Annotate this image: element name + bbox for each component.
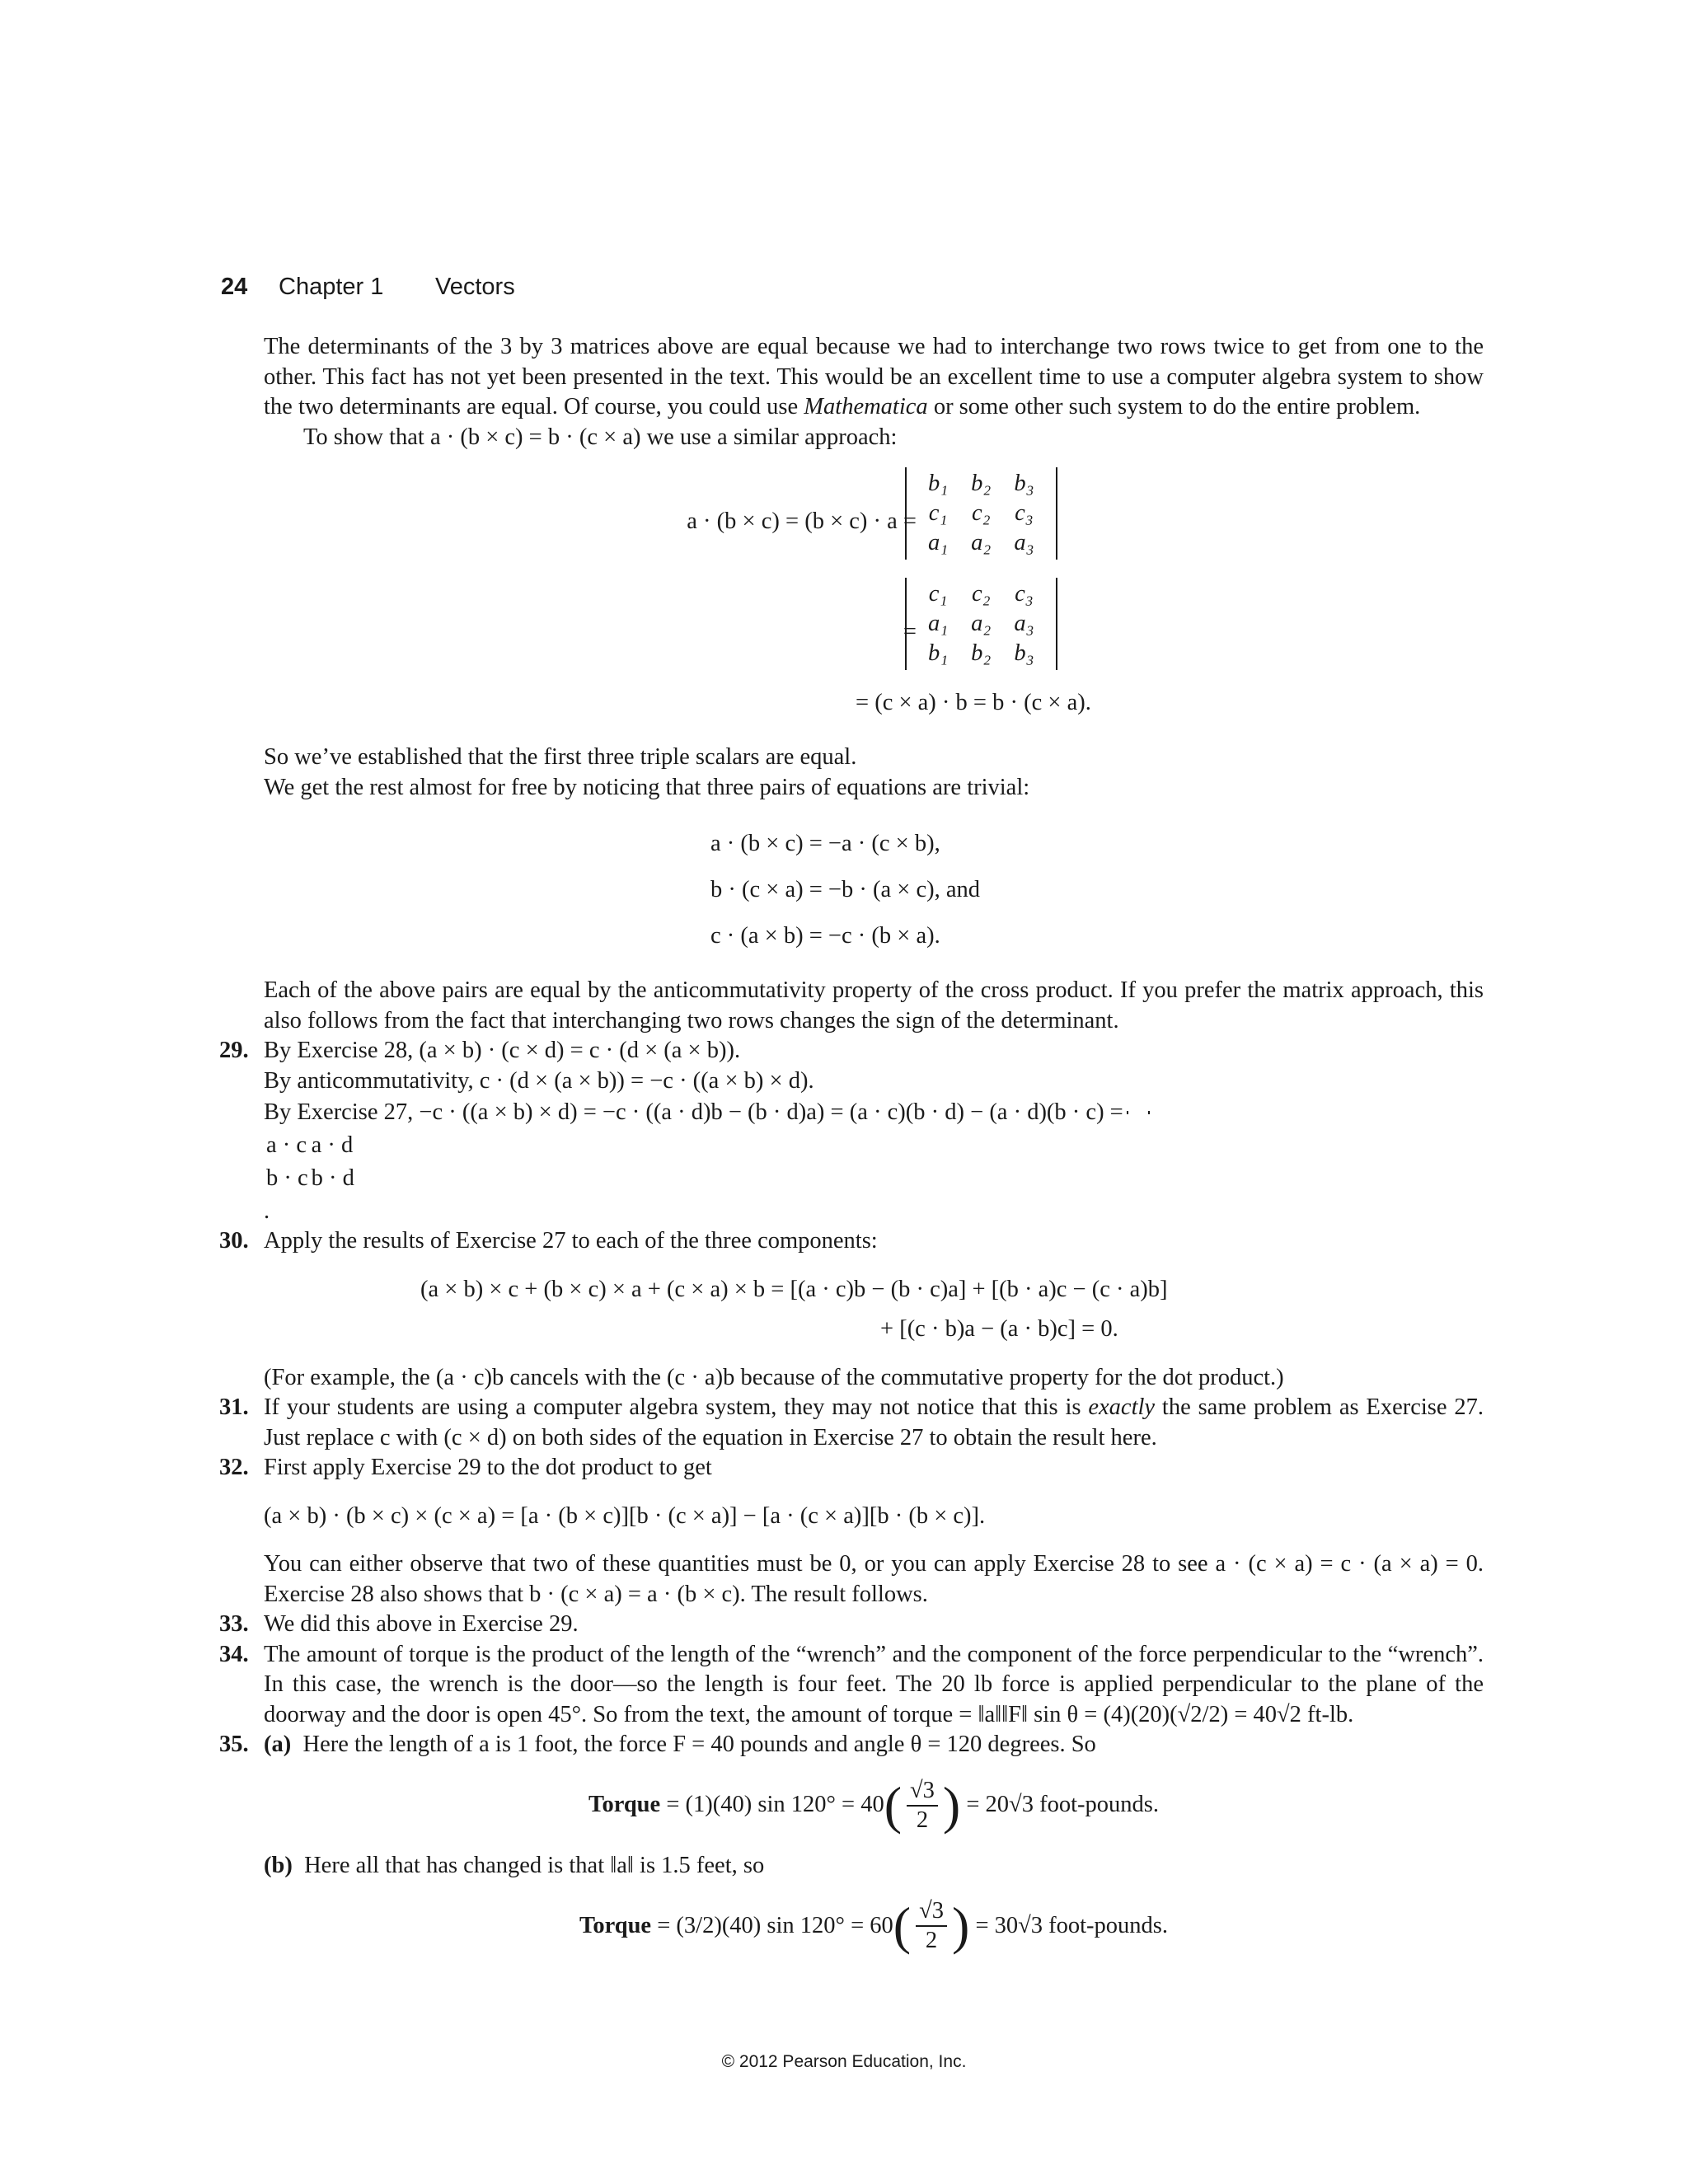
- copyright-footer: © 2012 Pearson Education, Inc.: [721, 2052, 967, 2071]
- equation-line: a · (b × c) = −a · (c × b),: [710, 831, 940, 856]
- paragraph-similar-approach: To show that a · (b × c) = b · (c × a) we use a similar approach:: [303, 424, 898, 450]
- exercise-31: 31. If your students are using a computer algebra system, they may not notice that this is exactly the same problem as Exercise 27. Just replace c with (c × d) on both sides of the equation in Exercise 27 to obtain the result here.: [219, 1394, 1484, 1451]
- exercise-30: 30. Apply the results of Exercise 27 to each of the three components: (a × b) × c + (b × c) × a + (c × a) × b = [(a · c)b − (b · c)a] + [(b · a)c − (c · a)b] + [(c · b)a − (a · b)c] = 0. (For example, the (a · c)b cancels with the (c · a)b because of the commutative property for the dot product.): [219, 1228, 1284, 1390]
- paragraph-determinants: The determinants of the 3 by 3 matrices above are equal because we had to interchange two rows twice to get from one to the other. This fact has not yet been presented in the text. This would be an excellent time to use a computer algebra system to show the two determinants are equal. Of course, you could use Mathematica or some other such system to do the entire problem.: [264, 334, 1484, 419]
- chapter-title: Vectors: [435, 274, 515, 300]
- determinant-row-2: [264, 578, 1484, 685]
- determinant-row-1: [264, 467, 1484, 574]
- exercise-number: 32.: [219, 1455, 249, 1480]
- exercise-32: 32. First apply Exercise 29 to the dot product to get (a × b) · (b × c) × (c × a) = [a · (b × c)][b · (c × a)] − [a · (c × a)][b · (b × c)]. You can either observe that two of these quantities must be 0, or you can apply Exercise 28 to see a · (c × a) = c · (a × a) = 0. Exercise 28 also shows that b · (c × a) = a · (b × c). The result follows.: [219, 1455, 1484, 1607]
- equation-array: [264, 821, 1484, 959]
- exercise-number: 29.: [219, 1038, 249, 1063]
- paragraph-free: We get the rest almost for free by noticing that three pairs of equations are trivial:: [264, 774, 1030, 800]
- determinant-1-lhs: a · (b × c) = (b × c) · a =: [687, 509, 917, 534]
- torque-equation-b: Torque = (3/2)(40) sin 120° = 60 ( $\frac{√3}{2}$ ) = 30√3 foot-pounds.: [579, 1896, 1169, 1955]
- exercise-33: 33. We did this above in Exercise 29.: [264, 1610, 1484, 1640]
- exercise-35: 35. (a) Here the length of a is 1 foot, the force F = 40 pounds and angle θ = 120 degrees. So Torque = (1)(40) sin 120° = 40 ( $\frac{√3}{2}$ ) = 20√3 foot-pounds. (b) Here all that has changed is that ‖a‖ is 1.5 feet, so Torque = (3/2)(40) sin 120° = 60 ( $\frac{√3}{2}$ ) = 30√3 foot-pounds.: [264, 1730, 1484, 1955]
- determinant-result: = (c × a) · b = b · (c × a).: [856, 690, 1091, 715]
- exercise-number: 31.: [219, 1394, 249, 1420]
- determinant-2x2: [1127, 1111, 1150, 1114]
- determinant-2: c₁ c₂ c₃ a₁ a₂ a₃ b₁ b₂ b₃: [905, 578, 1057, 670]
- chapter-label: Chapter 1: [279, 274, 384, 300]
- exercise-34: 34. The amount of torque is the product of the length of the “wrench” and the component of the force perpendicular to the “wrench”. In this case, the wrench is the door—so the length is four feet. The 20 lb force is applied perpendicular to the plane of the doorway and the door is open 45°. So from the text, the amount of torque = ‖a‖‖F‖ sin θ = (4)(20)(√2/2) = 40√2 ft-lb.: [219, 1641, 1484, 1727]
- exercise-number: 34.: [219, 1641, 249, 1667]
- exercise-number: 35.: [219, 1732, 249, 1757]
- determinant-1: b₁ b₂ b₃ c₁ c₂ c₃ a₁ a₂ a₃: [905, 467, 1057, 560]
- exercise-number: 30.: [219, 1228, 249, 1254]
- page-number: 24: [221, 274, 248, 300]
- page-header: [221, 274, 515, 301]
- paragraph-anticommutativity: Each of the above pairs are equal by the anticommutativity property of the cross product. If you prefer the matrix approach, this also follows from the fact that interchanging two rows changes the sign of the determinant.: [264, 977, 1484, 1033]
- page-content: [219, 332, 1484, 1955]
- equation-line: c · (a × b) = −c · (b × a).: [710, 923, 940, 949]
- exercise-number: 33.: [219, 1611, 249, 1637]
- torque-equation-a: Torque = (1)(40) sin 120° = 40 ( $\frac{√3}{2}$ ) = 20√3 foot-pounds.: [588, 1775, 1159, 1835]
- determinant-2-lhs: =: [903, 619, 917, 644]
- equation-line: b · (c × a) = −b · (a × c), and: [710, 877, 980, 902]
- paragraph-established: So we’ve established that the first three triple scalars are equal.: [264, 744, 857, 770]
- exercise-29: 29. By Exercise 28, (a × b) · (c × d) = c · (d × (a × b)). By anticommutativity, c · (d × (a × b)) = −c · ((a × b) × d). By Exercise 27, −c · ((a × b) × d) = −c · ((a · d)b − (b · d)a) = (a · c)(b · d) − (a · d)(b · c) = a · c a · d b · c b · d .: [264, 1036, 1484, 1226]
